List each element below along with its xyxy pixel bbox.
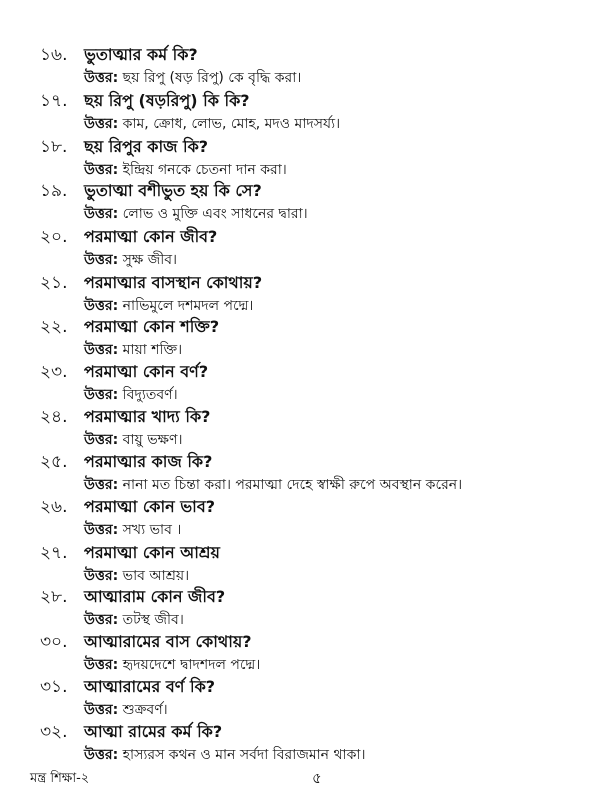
question-text: ছয় রিপু (ষড়রিপু) কি কি? (84, 91, 250, 110)
answer-text: হৃদয়দেশে দ্বাদশদল পদ্মে। (118, 657, 261, 673)
answer-line (84, 610, 184, 630)
question-text: ছয় রিপুর কাজ কি? (84, 137, 209, 156)
answer-text: লোভ ও মুক্তি এবং সাধনের দ্বারা। (118, 206, 308, 222)
question-text: ভুতাত্মা বশীভুত হয় কি সে? (84, 181, 262, 200)
question-number: ২২. (40, 317, 68, 337)
answer-text: তটস্থ জীব। (118, 612, 184, 628)
answer-label: উত্তর: (84, 252, 119, 268)
question-number: ২৮. (40, 587, 68, 607)
answer-text: ইন্দ্রিয় গনকে চেতনা দান করা। (118, 162, 287, 178)
answer-text: মায়া শক্তি। (118, 342, 183, 358)
answer-text: নাভিমুলে দশমদল পদ্মে। (118, 298, 254, 314)
answer-line (84, 296, 253, 316)
question-number: ৩০. (40, 632, 68, 652)
question-number: ৩২. (40, 722, 68, 742)
question-number: ২১. (40, 273, 68, 293)
answer-label: উত্তর: (84, 432, 119, 448)
question-text: আত্মারাম কোন জীব? (84, 587, 226, 606)
answer-label: উত্তর: (84, 116, 119, 132)
answer-line (84, 250, 177, 270)
answer-label: উত্তর: (84, 747, 119, 763)
question-number: ১৬. (40, 45, 68, 65)
question-text: পরমাত্মা কোন জীব? (84, 227, 218, 246)
answer-line (84, 745, 365, 765)
page-number: ৫ (312, 769, 322, 787)
answer-label: উত্তর: (84, 612, 119, 628)
question-number: ২৫. (40, 452, 68, 472)
question-text: আত্মা রামের কর্ম কি? (84, 722, 223, 741)
question-number: ২৩. (40, 362, 68, 382)
answer-label: উত্তর: (84, 702, 119, 718)
question-text: পরমাত্মা কোন ভাব? (84, 497, 216, 516)
question-text: ভুতাত্মার কর্ম কি? (84, 45, 198, 64)
answer-label: উত্তর: (84, 162, 119, 178)
question-text: পরমাত্মার খাদ্য কি? (84, 407, 211, 426)
answer-text: হাস্যরস কথন ও মান সর্বদা বিরাজমান থাকা। (118, 747, 366, 763)
book-title-footer: মন্ত্র শিক্ষা-২ (30, 771, 90, 786)
question-number: ২৭. (40, 543, 68, 563)
answer-label: উত্তর: (84, 206, 119, 222)
answer-label: উত্তর: (84, 568, 119, 584)
answer-label: উত্তর: (84, 477, 119, 493)
answer-line (84, 655, 260, 675)
answer-label: উত্তর: (84, 70, 119, 86)
question-text: পরমাত্মা কোন বর্ণ? (84, 362, 209, 381)
question-number: ১৯. (40, 181, 68, 201)
answer-label: উত্তর: (84, 657, 119, 673)
answer-text: সুক্ষ জীব। (118, 252, 178, 268)
answer-line (84, 520, 181, 540)
answer-line (84, 430, 182, 450)
answer-text: ছয় রিপু (ষড় রিপু) কে বৃদ্ধি করা। (118, 70, 302, 86)
answer-line (84, 204, 308, 224)
question-text: পরমাত্মার বাসস্থান কোথায়? (84, 273, 263, 292)
answer-label: উত্তর: (84, 342, 119, 358)
question-number: ১৭. (40, 91, 68, 111)
question-text: পরমাত্মার কাজ কি? (84, 452, 213, 471)
answer-line (84, 340, 182, 360)
answer-text: শুক্রবর্ণ। (118, 702, 168, 718)
question-number: ২০. (40, 227, 68, 247)
answer-line (84, 566, 189, 586)
answer-line (84, 160, 287, 180)
answer-label: উত্তর: (84, 387, 119, 403)
answer-text: নানা মত চিন্তা করা। পরমাত্মা দেহে স্বাক্ষী রুপে অবস্থান করেন। (118, 477, 463, 493)
answer-text: কাম, ক্রোধ, লোভ, মোহ, মদও মাদসর্য্য। (118, 116, 341, 132)
question-text: পরমাত্মা কোন আশ্রয় (84, 543, 220, 562)
question-number: ২৪. (40, 407, 68, 427)
question-text: আত্মারামের বর্ণ কি? (84, 677, 216, 696)
question-number: ১৮. (40, 137, 68, 157)
answer-line (84, 700, 168, 720)
answer-label: উত্তর: (84, 522, 119, 538)
answer-text: বায়ু ভক্ষণ। (118, 432, 183, 448)
answer-line (84, 68, 301, 88)
answer-text: বিদ্যুতবর্ণ। (118, 387, 178, 403)
answer-text: সখ্য ভাব । (118, 522, 182, 538)
question-text: আত্মারামের বাস কোথায়? (84, 632, 252, 651)
question-text: পরমাত্মা কোন শক্তি? (84, 317, 220, 336)
answer-line (84, 114, 340, 134)
answer-line (84, 385, 178, 405)
question-number: ৩১. (40, 677, 68, 697)
answer-line (84, 475, 462, 495)
question-number: ২৬. (40, 497, 68, 517)
answer-text: ভাব আশ্রয়। (118, 568, 190, 584)
answer-label: উত্তর: (84, 298, 119, 314)
